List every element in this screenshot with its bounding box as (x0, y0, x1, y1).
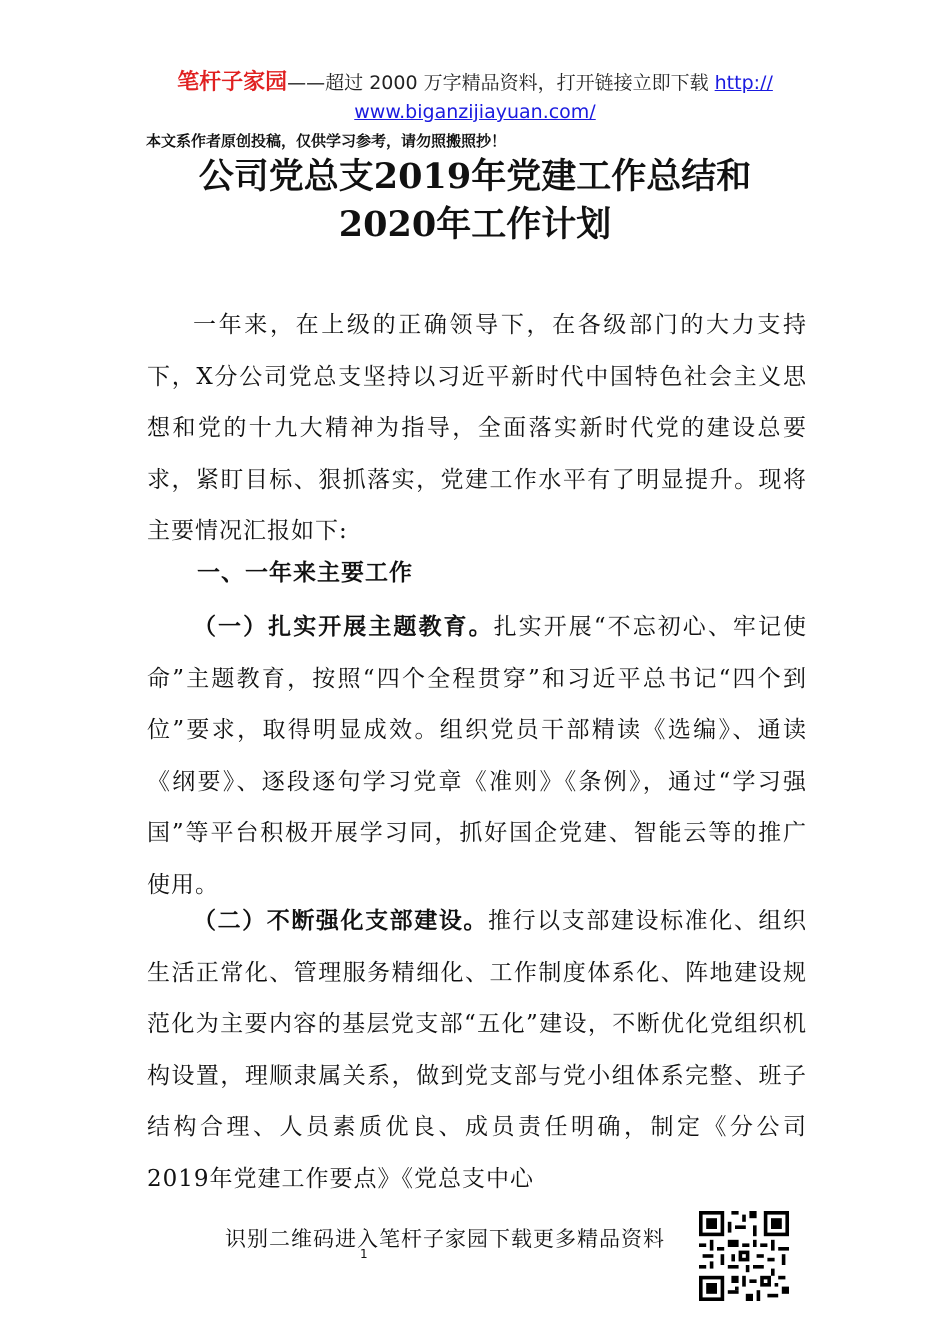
brand-name: 笔杆子家园 (177, 70, 288, 95)
header-banner (0, 70, 950, 96)
item2-body: 推行以支部建设标准化、组织生活正常化、管理服务精细化、工作制度体系化、阵地建设规范化为主要内容的基层党支部“五化”建设，不断优化党组织机构设置，理顺隶属关系，做到党支部与党小组体系完整、班子结构合理、人员素质优良、成员责任明确，制定《分公司2019年党建工作要点》《党总支中心 (147, 908, 808, 1192)
item2-heading: （二）不断强化支部建设。 (193, 907, 488, 934)
item1-heading: （一）扎实开展主题教育。 (193, 613, 494, 640)
item2-paragraph (147, 895, 807, 1205)
document-title-line1: 公司党总支2019年党建工作总结和 (198, 156, 752, 197)
intro-paragraph (147, 300, 807, 558)
download-link-part2[interactable]: www.biganzijiayuan.com/ (354, 101, 596, 123)
item1-paragraph (147, 601, 807, 911)
header-tagline: ——超过 2000 万字精品资料，打开链接立即下载 (287, 72, 715, 94)
footer-promo-text: 识别二维码进入笔杆子家园下载更多精品资料 (225, 1227, 665, 1251)
qr-code-icon[interactable] (699, 1211, 789, 1301)
copyright-notice: 本文系作者原创投稿，仅供学习参考，请勿照搬照抄！ (146, 132, 507, 150)
page-number: 1 (360, 1247, 368, 1261)
item1-body: 扎实开展“不忘初心、牢记使命”主题教育，按照“四个全程贯穿”和习近平总书记“四个到位”要求，取得明显成效。组织党员干部精读《选编》、通读《纲要》、逐段逐句学习党章《准则》《条例》，通过“学习强国”等平台积极开展学习同，抓好国企党建、智能云等的推广使用。 (147, 614, 808, 898)
intro-text: 一年来，在上级的正确领导下，在各级部门的大力支持下，X分公司党总支坚持以习近平新时代中国特色社会主义思想和党的十九大精神为指导，全面落实新时代党的建设总要求，紧盯目标、狠抓落实，党建工作水平有了明显提升。现将主要情况汇报如下: (147, 312, 807, 544)
document-title-line2: 2020年工作计划 (338, 204, 612, 245)
section-heading: 一、一年来主要工作 (197, 560, 413, 586)
header-link-line (0, 99, 950, 125)
download-link-part1[interactable]: http:// (714, 72, 773, 94)
